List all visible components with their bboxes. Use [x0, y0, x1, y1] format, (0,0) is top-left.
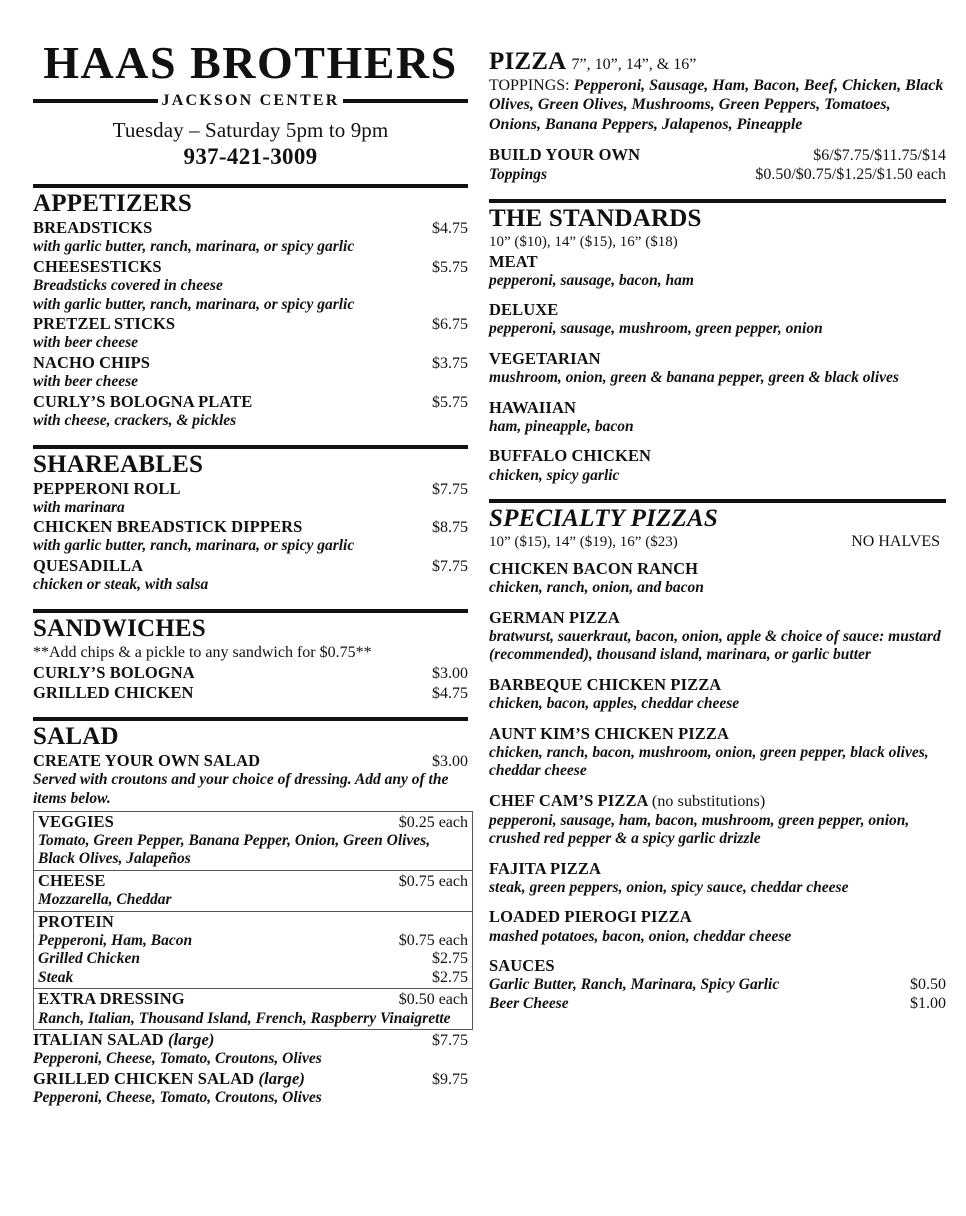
pizza-desc: chicken, spicy garlic — [489, 466, 620, 484]
pizza-desc: pepperoni, sausage, ham, bacon, mushroom, green pepper, onion, crushed red pepper & a spicy garlic drizzle — [489, 811, 910, 848]
item-desc: with garlic butter, ranch, marinara, or spicy garlic — [33, 238, 355, 256]
shareable-item — [33, 517, 468, 556]
specialty-pizza — [489, 608, 946, 665]
section-heading-standards: THE STANDARDS — [489, 204, 702, 232]
item-desc: Breadsticks covered in cheese — [33, 276, 223, 294]
no-halves-note: NO HALVES — [851, 533, 940, 551]
pizza-name: GERMAN PIZZA — [489, 607, 620, 627]
item-price: $4.75 — [432, 220, 468, 237]
location-name: JACKSON CENTER — [161, 92, 340, 109]
section-heading-salad: SALAD — [33, 723, 119, 751]
specialty-pizza — [489, 907, 946, 946]
item-qualifier: (large) — [258, 1068, 305, 1088]
addon-items: Tomato, Green Pepper, Banana Pepper, Onion, Green Olives, Black Olives, Jalapeños — [38, 831, 431, 868]
addon-items: Steak — [38, 968, 74, 986]
addon-items: Mozzarella, Cheddar — [38, 891, 172, 909]
item-name: PRETZEL STICKS — [33, 314, 176, 334]
sauce-price: $0.50 — [910, 976, 946, 994]
pizza-desc: mashed potatoes, bacon, onion, cheddar cheese — [489, 927, 792, 945]
addon-label: CHEESE — [38, 870, 106, 890]
sandwich-item — [33, 663, 468, 683]
standard-pizza — [489, 349, 946, 388]
item-name: CREATE YOUR OWN SALAD — [33, 751, 261, 771]
pizza-desc: pepperoni, sausage, bacon, ham — [489, 271, 694, 289]
salad-addon-table — [33, 811, 473, 1031]
appetizer-item — [33, 353, 468, 392]
item-price: $8.75 — [432, 519, 468, 537]
sauce-price: $1.00 — [910, 994, 946, 1012]
pizza-desc: chicken, ranch, bacon, mushroom, onion, green pepper, black olives, cheddar cheese — [489, 743, 929, 780]
shareable-item — [33, 479, 468, 518]
item-name: CHICKEN BREADSTICK DIPPERS — [33, 517, 303, 537]
addon-group-cheese — [34, 870, 472, 911]
divider-sandwiches — [33, 609, 468, 613]
specialty-pizza — [489, 791, 946, 849]
build-your-own-row — [489, 145, 946, 165]
appetizer-item — [33, 392, 468, 431]
item-desc: with garlic butter, ranch, marinara, or spicy garlic — [33, 537, 355, 555]
pizza-desc: chicken, bacon, apples, cheddar cheese — [489, 695, 740, 713]
salad-item — [33, 1030, 468, 1069]
item-name: NACHO CHIPS — [33, 352, 151, 372]
item-desc: with marinara — [33, 498, 125, 516]
item-name: Toppings — [489, 166, 548, 184]
item-price: $6.75 — [432, 316, 468, 334]
addon-price: $0.50 each — [398, 991, 468, 1009]
divider-salad — [33, 717, 468, 721]
addon-price: $2.75 — [432, 950, 468, 968]
pizza-sizes: 7”, 10”, 14”, & 16” — [571, 56, 697, 73]
section-heading-appetizers: APPETIZERS — [33, 190, 192, 217]
item-price: $3.00 — [432, 664, 468, 682]
item-desc: with beer cheese — [33, 373, 139, 391]
item-desc: Pepperoni, Cheese, Tomato, Croutons, Olives — [33, 1050, 322, 1068]
restaurant-name: HAAS BROTHERS — [43, 37, 458, 88]
item-desc: with cheese, crackers, & pickles — [33, 411, 237, 429]
item-price: $7.75 — [432, 558, 468, 576]
appetizer-item — [33, 218, 468, 257]
pizza-desc: mushroom, onion, green & banana pepper, green & black olives — [489, 369, 899, 387]
addon-price: $2.75 — [432, 968, 468, 986]
standard-pizza — [489, 300, 946, 339]
create-salad-desc: Served with croutons and your choice of dressing. Add any of the items below. — [33, 771, 449, 807]
addon-price: $0.25 each — [398, 813, 468, 831]
appetizer-item — [33, 257, 468, 314]
item-desc: with garlic butter, ranch, marinara, or spicy garlic — [33, 295, 355, 313]
addon-label: VEGGIES — [38, 811, 114, 831]
sauce-row — [489, 995, 946, 1014]
item-price: $9.75 — [432, 1070, 468, 1088]
item-name: CURLY’S BOLOGNA PLATE — [33, 391, 253, 411]
standards-sizes: 10” ($10), 14” ($15), 16” ($18) — [489, 233, 678, 250]
standard-pizza — [489, 252, 946, 291]
item-name: PEPPERONI ROLL — [33, 478, 181, 498]
pizza-title-text: PIZZA — [489, 48, 566, 75]
addon-label: EXTRA DRESSING — [38, 989, 185, 1009]
location-rule — [33, 92, 468, 110]
divider-specialty — [489, 499, 946, 503]
addon-items: Grilled Chicken — [38, 950, 141, 968]
item-name: GRILLED CHICKEN — [33, 683, 194, 703]
pizza-name: CHEF CAM’S PIZZA (no substitutions) — [489, 790, 766, 810]
hours-text: Tuesday – Saturday 5pm to 9pm — [112, 118, 389, 142]
item-price: $3.75 — [432, 354, 468, 372]
sauce-row — [489, 976, 946, 995]
pizza-name: LOADED PIEROGI PIZZA — [489, 907, 692, 927]
pizza-name: FAJITA PIZZA — [489, 858, 601, 878]
section-heading-pizza — [489, 48, 946, 76]
divider-appetizers — [33, 184, 468, 188]
toppings-price-row — [489, 165, 946, 185]
addon-label: PROTEIN — [38, 911, 114, 931]
pizza-name: HAWAIIAN — [489, 397, 576, 417]
item-name: BUILD YOUR OWN — [489, 145, 641, 165]
pizza-desc: bratwurst, sauerkraut, bacon, onion, apple & choice of sauce: mustard (recommended), thousand island, marinara, or garlic butter — [489, 627, 941, 664]
pizza-note: (no substitutions) — [651, 792, 766, 810]
divider-standards — [489, 199, 946, 203]
pizza-desc: steak, green peppers, onion, spicy sauce, cheddar cheese — [489, 878, 849, 896]
addon-price: $0.75 each — [398, 931, 468, 949]
pizza-toppings — [489, 76, 946, 135]
item-price: $3.00 — [432, 753, 468, 771]
section-heading-specialty: SPECIALTY PIZZAS — [489, 505, 718, 533]
divider-shareables — [33, 445, 468, 449]
addon-group-protein — [34, 911, 472, 989]
addon-price: $0.75 each — [398, 872, 468, 890]
item-price: $5.75 — [432, 393, 468, 411]
pizza-name: VEGETARIAN — [489, 349, 601, 369]
item-name: BREADSTICKS — [33, 218, 153, 237]
sauce-name: Garlic Butter, Ranch, Marinara, Spicy Garlic — [489, 976, 780, 994]
item-price: $5.75 — [432, 258, 468, 276]
addon-group-extra-dressing — [34, 988, 472, 1029]
item-price: $4.75 — [432, 685, 468, 703]
addon-items: Ranch, Italian, Thousand Island, French, Raspberry Vinaigrette — [38, 1009, 451, 1027]
sandwich-note: **Add chips & a pickle to any sandwich for $0.75** — [33, 643, 372, 661]
pizza-desc: pepperoni, sausage, mushroom, green pepper, onion — [489, 320, 823, 338]
specialty-pizza — [489, 859, 946, 898]
pizza-desc: chicken, ranch, onion, and bacon — [489, 579, 704, 597]
pizza-name: DELUXE — [489, 300, 559, 320]
item-desc: Pepperoni, Cheese, Tomato, Croutons, Olives — [33, 1089, 322, 1107]
pizza-name: BUFFALO CHICKEN — [489, 446, 652, 466]
pizza-name: BARBEQUE CHICKEN PIZZA — [489, 674, 722, 694]
addon-group-veggies — [34, 812, 472, 870]
masthead — [33, 37, 468, 170]
rule-left — [33, 99, 158, 103]
item-qualifier: (large) — [167, 1030, 215, 1050]
item-price: $7.75 — [432, 1032, 468, 1050]
right-column — [482, 0, 966, 1216]
item-price: $6/$7.75/$11.75/$14 — [813, 147, 946, 165]
item-desc: with beer cheese — [33, 334, 139, 352]
specialty-sizes: 10” ($15), 14” ($19), 16” ($23) — [489, 534, 678, 551]
item-name: CURLY’S BOLOGNA — [33, 662, 195, 682]
left-column — [0, 0, 482, 1216]
toppings-list: Pepperoni, Sausage, Ham, Bacon, Beef, Chicken, Black Olives, Green Olives, Mushrooms, Green Peppers, Tomatoes, Onions, Banana Peppers, Jalapenos, Pineapple — [489, 76, 944, 133]
specialty-pizza — [489, 675, 946, 714]
item-name: ITALIAN SALAD (large) — [33, 1030, 215, 1050]
item-name: GRILLED CHICKEN SALAD (large) — [33, 1068, 305, 1088]
specialty-sizes-row — [489, 533, 946, 552]
item-price: $0.50/$0.75/$1.25/$1.50 each — [755, 166, 946, 184]
sauce-name: Beer Cheese — [489, 994, 569, 1012]
section-heading-shareables: SHAREABLES — [33, 450, 204, 478]
appetizer-item — [33, 314, 468, 353]
pizza-name: AUNT KIM’S CHICKEN PIZZA — [489, 723, 729, 743]
rule-right — [343, 99, 468, 103]
item-name: QUESADILLA — [33, 556, 144, 576]
section-heading-sandwiches: SANDWICHES — [33, 614, 206, 642]
sandwich-item — [33, 683, 468, 703]
phone-number: 937-421-3009 — [183, 144, 318, 169]
item-price: $7.75 — [432, 480, 468, 498]
addon-items: Pepperoni, Ham, Bacon — [38, 931, 193, 949]
item-name: CHEESESTICKS — [33, 256, 162, 276]
salad-item — [33, 1069, 468, 1108]
item-desc: chicken or steak, with salsa — [33, 576, 209, 594]
create-salad-row — [33, 751, 468, 771]
standard-pizza — [489, 446, 946, 485]
specialty-pizza — [489, 559, 946, 598]
standard-pizza — [489, 398, 946, 437]
shareable-item — [33, 556, 468, 595]
sauces-section — [489, 956, 946, 1013]
toppings-label: TOPPINGS: — [489, 76, 570, 94]
section-heading-sauces: SAUCES — [489, 956, 555, 976]
pizza-desc: ham, pineapple, bacon — [489, 417, 634, 435]
pizza-name: MEAT — [489, 251, 538, 271]
pizza-name: CHICKEN BACON RANCH — [489, 558, 699, 578]
specialty-pizza — [489, 724, 946, 781]
